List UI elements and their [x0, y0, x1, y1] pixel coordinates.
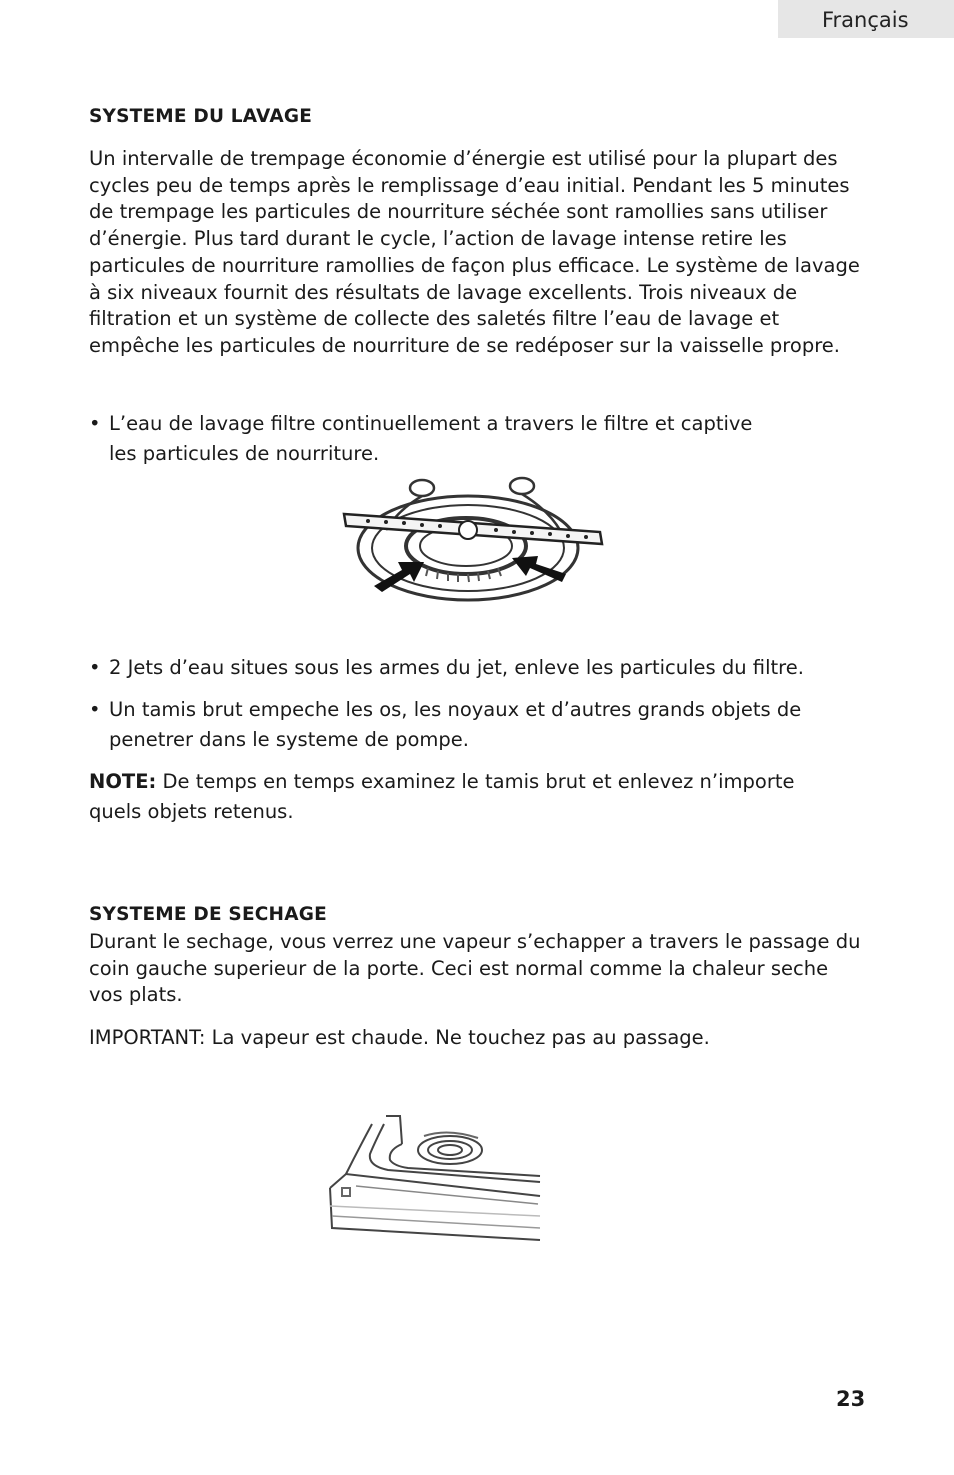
bullet-dot: • [89, 698, 101, 721]
drying-system-paragraph: Durant le sechage, vous verrez une vapeur s’echapper a travers le passage du coin gauche superieur de la porte. Ceci est normal comme la chaleur seche vos plats. [89, 930, 861, 1007]
filter-spray-arm-illustration [338, 470, 610, 606]
wash-system-heading: SYSTEME DU LAVAGE [89, 106, 313, 127]
bullet-dot: • [89, 656, 101, 679]
door-vent-illustration [328, 1110, 550, 1246]
bullet-item-coarse-strainer: • Un tamis brut empeche les os, les noyaux et d’autres grands objets de penetrer dans le systeme de pompe. [89, 695, 864, 754]
bullet-dot: • [89, 412, 101, 435]
bullet-item-water-jets: • 2 Jets d’eau situes sous les armes du jet, enleve les particules du filtre. [89, 653, 864, 683]
note-text: De temps en temps examinez le tamis brut et enlevez n’importe quels objets retenus. [89, 770, 795, 823]
bullet-item-continuous-filter: • L’eau de lavage filtre continuellement a travers le filtre et captive les particules de nourriture. [89, 409, 769, 468]
wash-system-paragraph: Un intervalle de trempage économie d’énergie est utilisé pour la plupart des cycles peu de temps après le remplissage d’eau initial. Pendant les 5 minutes de trempage les particules de nourriture séchée sont ramollies sans utiliser d’énergie. Plus tard durant le cycle, l’action de lavage intense retire les particules de nourriture ramollies de façon plus efficace. Le système de lavage à six niveaux fournit des résultats de lavage excellents. Trois niveaux de filtration et un système de collecte des saletés filtre l’eau de lavage et empêche les particules de nourriture de se redéposer sur la vaisselle propre. [89, 147, 860, 357]
language-tab: Français [778, 0, 954, 38]
note-label: NOTE: [89, 770, 157, 793]
drying-system-heading: SYSTEME DE SECHAGE [89, 904, 327, 925]
important-warning: IMPORTANT: La vapeur est chaude. Ne touchez pas au passage. [89, 1026, 710, 1049]
page-number: 23 [836, 1387, 866, 1411]
note-block [89, 767, 829, 826]
